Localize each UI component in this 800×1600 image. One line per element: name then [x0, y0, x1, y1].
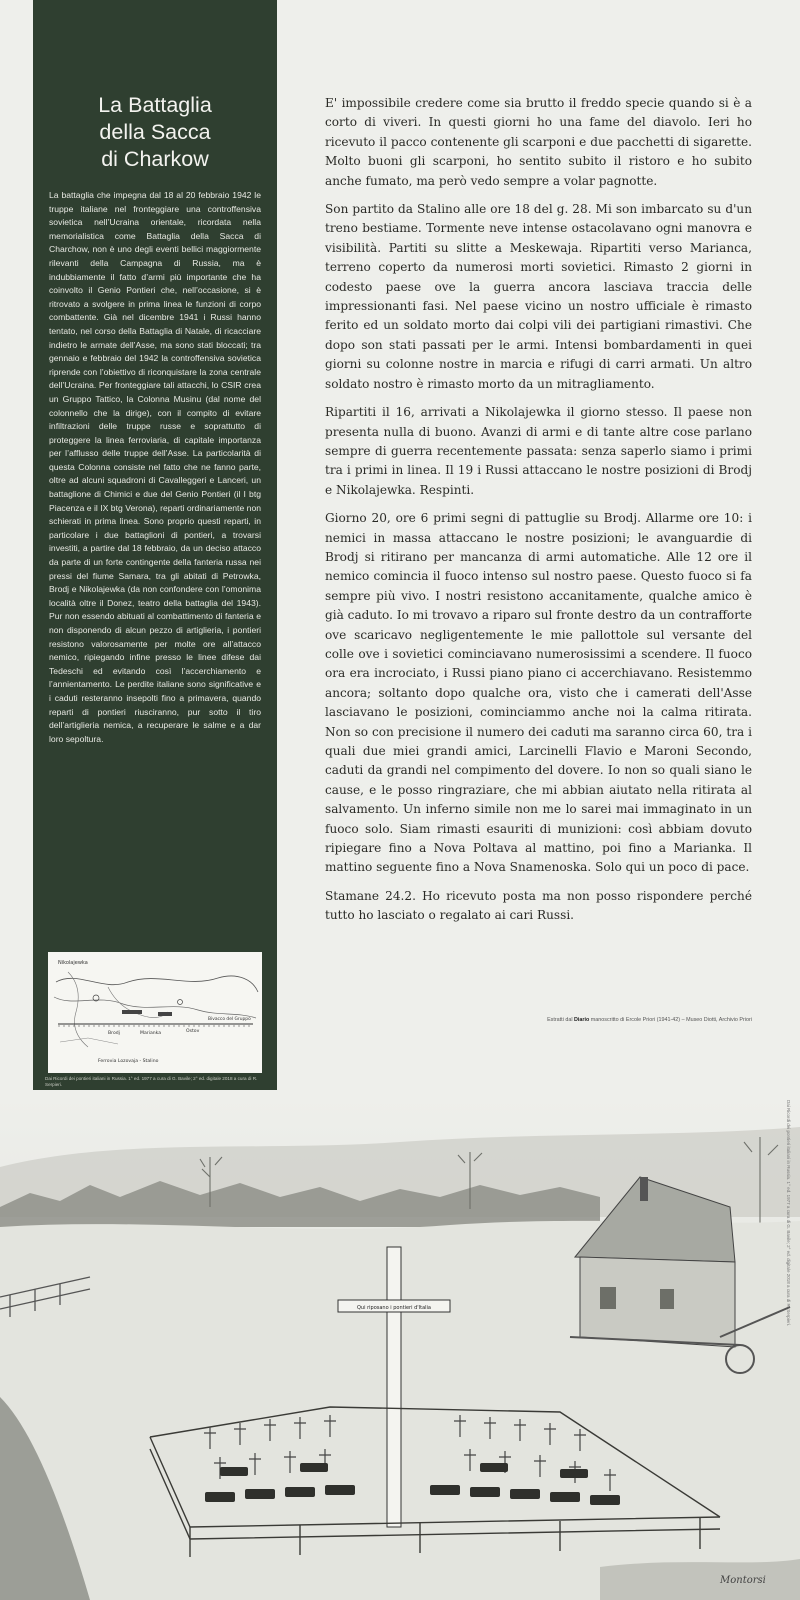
side-credit: Dai Ricordi dei pontieri italiani in Russia. 1° ed. 1977 a cura di G. Bavile; 2° ed. digitale 2018 a cura di R. Serpieri.: [786, 1100, 791, 1326]
sidebar-body-text: La battaglia che impegna dal 18 al 20 febbraio 1942 le truppe italiane nel fronteggiare una controffensiva sovietica nell’Ucraina orientale, ricordata nella memorialistica come Battaglia della Sacca di Charchow, non è uno degli eventi bellici maggiormente rilevanti della Campagna di Russia, ma è indubbiamente il fatto d’armi più importante che ha coinvolto il Genio Pontieri che, nell’occasione, si è ritrovato a svolgere in prima linea le funzioni di corpo combattente. Già nel dicembre 1941 i Russi hanno tentato, nel corso della Battaglia di Natale, di ricacciare indietro le armate dell’Asse, ma sono stati bloccati; tra gennaio e febbraio del 1942 la controffensiva sovietica riprende con l’obiettivo di riconquistare la zona centrale dell’Ucraina. Per fronteggiare tali attacchi, lo CSIR crea un Gruppo Tattico, la Colonna Musinu (dal nome del colonnello che la dirige), con il compito di evitare infiltrazioni delle truppe russe e soprattutto di proteggere la linea ferroviaria, di capitale importanza per l’afflusso delle truppe dell’Asse. La particolarità di questa Colonna consiste nel fatto che ne fanno parte, oltre ad alcuni squadroni di Cavalleggeri e Lanceri, un battaglione di Chimici e due del Genio Pontieri (il I btg Piacenza e il IX btg Verona), reparti ordinariamente non schierati in prima linea. Sono proprio questi reparti, in particolare i due battaglioni di pontieri, a trovarsi investiti, a partire dal 18 febbraio, da un deciso attacco da parte di un forte contingente della fanteria russa nei pressi del fiume Samara, tra gli abitati di Petrowka, Brodj e Nikolajewka (da non confondere con l’omonima località oltre il Donez, teatro della battaglia del 1943). Pur non essendo abituati al combattimento di fanteria e non disponendo di alcun pezzo di artiglieria, i pontieri resistono valorosamente per molte ore all’attacco nemico, ripiegando infine presso le linee difese dai Tedeschi ed evitando così l’accerchiamento e l’annientamento. Le perdite italiane sono significative e i caduti resteranno insepolti fino a primavera, quando reparti di pontieri riusciranno, pur sotto il tiro dell’artiglieria nemica, a recuperare le salme e a dar loro sepoltura.: [49, 190, 261, 744]
map-label-middle: Brodj: [108, 1031, 120, 1036]
map-caption: Dai Ricordi dei pontieri italiani in Russia. 1° ed. 1977 a cura di G. Bavile; 2° ed. digitale 2018 a cura di R. Serpieri.: [45, 1076, 258, 1087]
diary-text: [325, 94, 752, 935]
diary-paragraph: Giorno 20, ore 6 primi segni di pattuglie su Brodj. Allarme ore 10: i nemici in massa attaccano le nostre posizioni; le avanguardie di Brodj si ritirano per mancanza di armi automatiche. Alle 12 ore il nemico comincia il fuoco intenso sul nostro paese. Questo fuoco si fa sempre più vivo. I nostri resistono accanitamente, qualche amico è già caduto. Io mi trovavo a riparo sul fronte destro da un contrafforte ove scaricavo negligentemente le mie pallottole sul versante del colle ove i sovietici cominciavano numerosissimi a scendere. Il fuoco ora era incrociato, i Russi piano piano ci accerchiavano. Resistemmo ancora; soltanto dopo qualche ora, visto che i camerati dell'Asse lasciavano le posizioni, cominciammo anche noi la calma ritirata. Non so con precisione il numero dei caduti ma saranno circa 60, tra i quali due miei grandi amici, Larcinelli Flavio e Maroni Secondo, caduti da grandi nel compimento del dovere. Io non so quali siano le cause, e le posso ringraziare, che mi abbian aiutato nella ritirata al salvamento. Un inferno simile non me lo sarei mai immaginato in un fuoco solo. Siam rimasti esauriti di munizioni: così abbiam dovuto ripiegare fino a Nova Poltava al mattino, poi fino a Marianka. Il mattino seguente fino a Nova Snamenoska. Solo qui un poco di pace.: [325, 511, 752, 875]
map-label-bottom: Ferrovia Lozovaja - Stalino: [98, 1059, 159, 1064]
source-title: Diario: [574, 1017, 590, 1023]
source-suffix: manoscritto di Ercole Priori (1941-42) – Museo Diotti, Archivio Priori: [589, 1017, 752, 1023]
map-label-far-right: Bivacco del Gruppo: [208, 1017, 251, 1022]
sidebar-panel: [33, 0, 277, 1090]
diary-paragraph: Stamane 24.2. Ho ricevuto posta ma non posso rispondere perché tutto ho lasciato o regalato ai cari Russi.: [325, 888, 752, 923]
sidebar-title-line: di Charkow: [101, 147, 209, 171]
battle-map-drawing: [48, 952, 262, 1073]
source-prefix: Estratti dal: [547, 1017, 575, 1023]
cemetery-sketch: [0, 1097, 800, 1600]
sidebar-title-line: della Sacca: [99, 120, 211, 144]
battle-map-sketch: [48, 952, 262, 1073]
diary-paragraph: Ripartiti il 16, arrivati a Nikolajewka il giorno stesso. Il paese non presenta nulla di buono. Avanzi di armi e di tante altre cose parlano sempre di guerra recentemente passata: senza saperlo siamo i primi tra i primi in linea. Il 19 i Russi attaccano le nostre posizioni di Brodj e Nikolajewka. Respinti.: [325, 405, 752, 497]
sidebar-title: [33, 92, 277, 173]
cross-inscription: Qui riposano i pontieri d'Italia: [357, 1305, 431, 1311]
diary-source-credit: [325, 1017, 752, 1023]
sidebar-title-line: La Battaglia: [98, 93, 212, 117]
map-label-place: Marianka: [140, 1031, 162, 1036]
artist-signature: Montorsi: [720, 1575, 766, 1586]
map-label-corner: Nikolajewka: [58, 960, 88, 966]
diary-paragraph: E' impossibile credere come sia brutto il freddo specie quando si è a corto di viveri. In questi giorni ho una fame del diavolo. Ieri ho ricevuto il pacco contenente gli scarponi e due pacchetti di sigarette. Molto buoni gli scarponi, ho sentito subito il ristoro e ho subito anche fumato, ma però vedo sempre a volar pagnotte.: [325, 96, 752, 188]
map-label-right: Ostov: [186, 1029, 200, 1034]
diary-paragraph: Son partito da Stalino alle ore 18 del g. 28. Mi son imbarcato su d'un treno bestiame. Tormente neve intense ostacolavano ogni manovra e visibilità. Partiti su slitte a Meskewaja. Ripartiti verso Marianca, terreno coperto da numerosi morti sovietici. Rimasto 2 giorni in codesto paese ove la guerra ancora lasciava traccia delle impressionanti fasi. Nel paese vicino un nostro ufficiale è rimasto ferito ed un soldato morto dai colpi vili dei partigiani rimastivi. Che dopo son stati passati per le armi. Intensi bombardamenti in quei giorni su colonne nostre in marcia e rifugi di carri armati. Un altro soldato nostro è rimasto morto da un mitragliamento.: [325, 202, 752, 391]
